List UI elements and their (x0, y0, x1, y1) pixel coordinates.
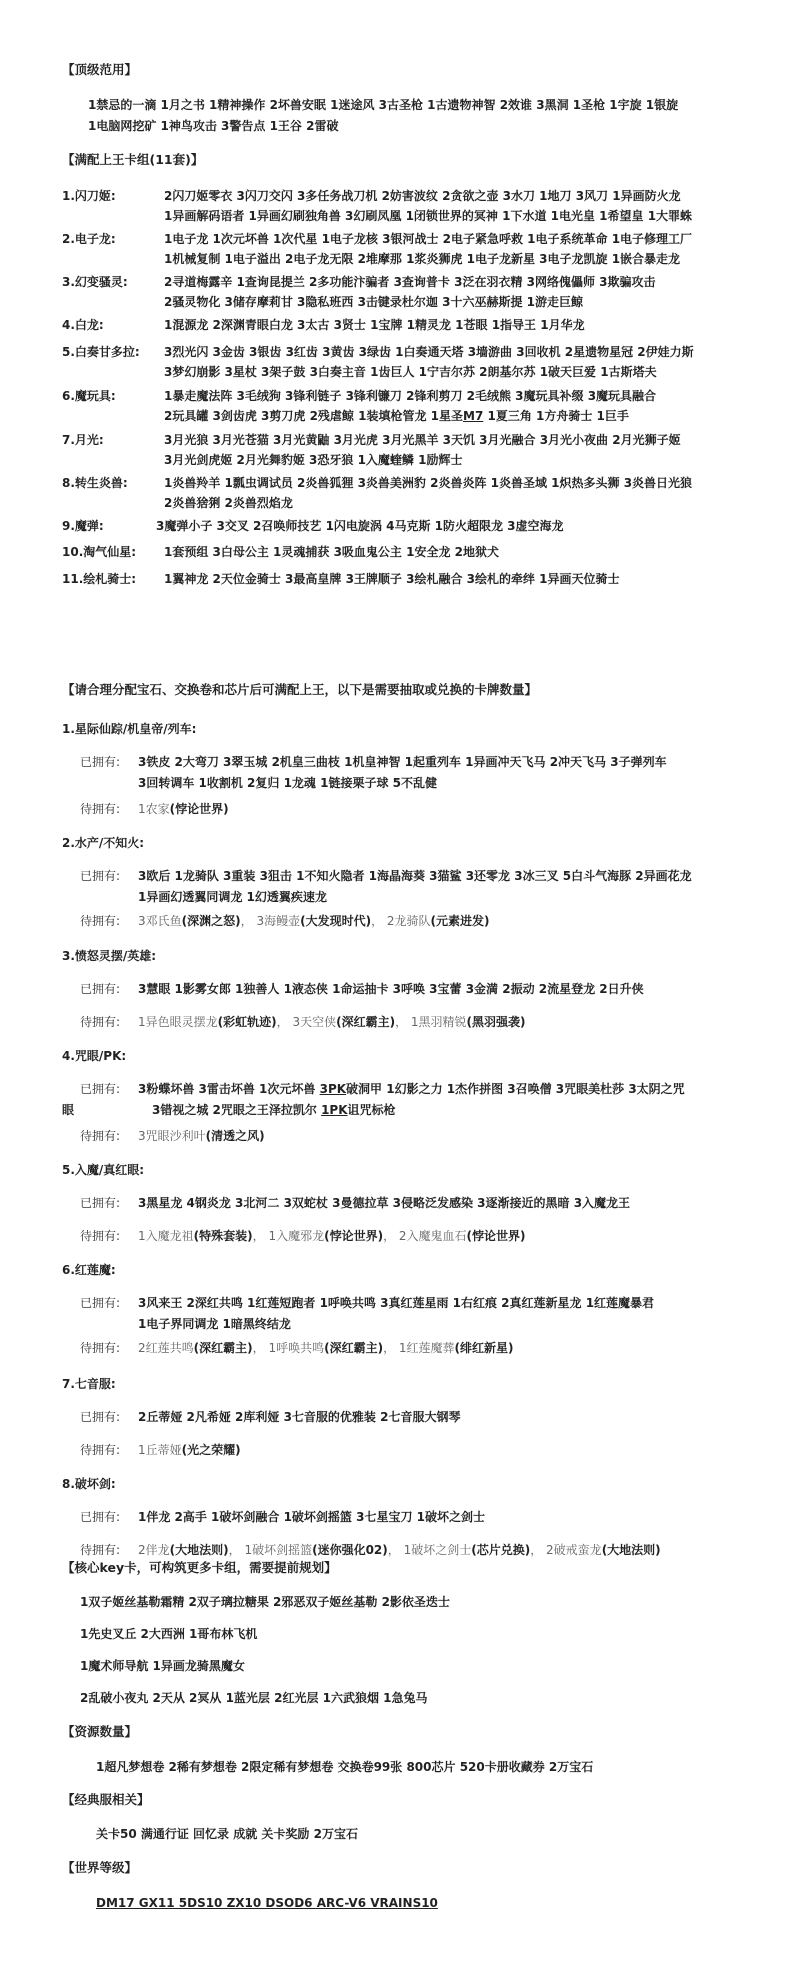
pending-source: (悖论世界) (324, 1229, 384, 1243)
group-title: 5.入魔/真红眼: (62, 1163, 145, 1177)
group-title: 7.七音服: (62, 1377, 116, 1391)
pending-item: 1农家 (138, 802, 170, 816)
key-line-3: 1魔术师导航 1异画龙骑黑魔女 (80, 1659, 245, 1673)
section-title-alloc: 【请合理分配宝石、交换卷和芯片后可满配上王，以下是需要抽取或兑换的卡牌数量】 (62, 682, 538, 697)
have-line-1: 1伴龙 2高手 1破坏剑融合 1破坏剑摇篮 3七星宝刀 1破坏之剑士 (138, 1510, 485, 1524)
res-line: 1超凡梦想卷 2稀有梦想卷 2限定稀有梦想卷 交换卷99张 800芯片 520卡册收藏券 2万宝石 (96, 1760, 594, 1774)
pending-line: 3邓氏鱼(深渊之怒)， 3海鳗壶(大发现时代)， 2龙骑队(元素进发) (138, 914, 490, 928)
pending-label: 待拥有: (80, 1015, 121, 1029)
deck-line-2: 1异画解码语者 1异画幻刷独角兽 3幻刷凤凰 1闭锁世界的冥神 1下水道 1电光皇 1希望皇 1大罪蛛 (164, 209, 693, 223)
deck-label: 9.魔弹: (62, 519, 104, 533)
deck-label: 4.白龙: (62, 318, 104, 332)
deck-line-1: 1混源龙 2深渊青眼白龙 3太古 3贤士 1宝牌 1精灵龙 1苍眼 1指导王 1月华龙 (164, 318, 585, 332)
have-label: 已拥有: (80, 1296, 121, 1310)
deck-line-1: 2寻道梅露辛 1查询昆提兰 2多功能汴骗者 3查询普卡 3泛在羽衣精 3网络傀儡师 3欺骗攻击 (164, 275, 656, 289)
pending-label: 待拥有: (80, 1341, 121, 1355)
pending-item: 1呼唤共鸣 (268, 1341, 325, 1355)
section-title-classic: 【经典服相关】 (62, 1792, 150, 1807)
pending-item: 1入魔邪龙 (268, 1229, 325, 1243)
have-line-1: 3欧后 1龙骑队 3重装 3狙击 1不知火隐者 1海晶海葵 3猫鲨 3还零龙 3冰三叉 5白斗气海豚 2异画花龙 (138, 869, 692, 883)
deck-line-2: 3梦幻崩影 3星杖 3架子鼓 3白奏主音 1齿巨人 1宁吉尔苏 2朗基尔苏 1破天巨爱 1古斯塔夫 (164, 365, 657, 379)
have-label: 已拥有: (80, 755, 121, 769)
have-line-2: 1异画幻透翼同调龙 1幻透翼疾速龙 (138, 890, 327, 904)
have-label: 已拥有: (80, 1082, 121, 1096)
deck-label: 1.闪刀姬: (62, 189, 116, 203)
have-line-1 (138, 1079, 685, 1099)
key-line-2: 1先史叉丘 2大西洲 1哥布林飞机 (80, 1627, 258, 1641)
have-line-2: 1电子界同调龙 1暗黑终结龙 (138, 1317, 291, 1331)
pending-line (138, 1440, 241, 1460)
pending-line: 2伴龙(大地法则)， 1破坏剑摇篮(迷你强化02)， 1破坏之剑士(芯片兑换)， 2破戒蛮龙(大地法则) (138, 1543, 661, 1557)
pending-label: 待拥有: (80, 1229, 121, 1243)
pending-line (138, 1126, 265, 1146)
world-line: DM17 GX11 5DS10 ZX10 DSOD6 ARC-V6 VRAINS10 (96, 1896, 438, 1910)
have-line-2: 3回转调车 1收割机 2复归 1龙魂 1链接栗子球 5不乱健 (138, 776, 437, 790)
deck-line-1: 1翼神龙 2天位金骑士 3最高皇牌 3王牌顺子 3绘札融合 3绘札的牵绊 1异画天位骑士 (164, 572, 620, 586)
deck-line-1: 1炎兽羚羊 1瓢虫调试员 2炎兽狐狸 3炎兽美洲豹 2炎兽炎阵 1炎兽圣域 1炽热多头狮 3炎兽日光狼 (164, 476, 693, 490)
deck-label: 3.幻变骚灵: (62, 275, 128, 289)
section-title-res: 【资源数量】 (62, 1724, 138, 1739)
pending-item: 1红莲魔葬 (398, 1341, 455, 1355)
section-title-key: 【核心key卡，可构筑更多卡组，需要提前规划】 (62, 1560, 337, 1575)
have-label: 已拥有: (80, 869, 121, 883)
have-label: 已拥有: (80, 982, 121, 996)
deck-line-2: 2骚灵物化 3储存摩莉甘 3隐私班西 3击键录杜尔迦 3十六巫赫斯提 1游走巨鲸 (164, 295, 583, 309)
group-title: 1.星际仙踪/机皇帝/列车: (62, 722, 197, 736)
deck-line-2 (164, 406, 629, 426)
have-label: 已拥有: (80, 1196, 121, 1210)
pending-item: 1破坏剑摇篮 (244, 1543, 313, 1557)
pending-item: 3海鳗壶 (256, 914, 301, 928)
pending-label: 待拥有: (80, 1543, 121, 1557)
pending-source: (深红霸主) (193, 1341, 253, 1355)
deck-line-2-part: 2玩具罐 3剑齿虎 3剪刀虎 2残虐鲸 1装填枪管龙 1星圣 (164, 409, 463, 423)
deck-line-1: 1电子龙 1次元坏兽 1次代星 1电子龙核 3银河战士 2电子紧急呼救 1电子系统革命 1电子修理工厂 (164, 232, 693, 246)
pending-item: 2红莲共鸣 (138, 1341, 194, 1355)
pending-line: 1入魔龙祖(特殊套装)， 1入魔邪龙(悖论世界)， 2入魔鬼血石(悖论世界) (138, 1229, 526, 1243)
pending-item: 1丘蒂娅 (138, 1443, 182, 1457)
pending-item: 3邓氏鱼 (138, 914, 182, 928)
deck-label: 11.绘札骑士: (62, 572, 137, 586)
have-part: 诅咒标枪 (347, 1103, 396, 1117)
section-title-world: 【世界等级】 (62, 1860, 138, 1875)
deck-line-1: 3魔弹小子 3交叉 2召唤师技艺 1闪电旋涡 4马克斯 1防火超限龙 3虚空海龙 (156, 519, 564, 533)
pending-item: 1异色眼灵摆龙 (138, 1015, 218, 1029)
key-line-1: 1双子姬丝基勒霜精 2双子璃拉糖果 2邪恶双子姬丝基勒 2影依圣迭士 (80, 1595, 450, 1609)
have-line-1: 2丘蒂娅 2凡希娅 2库利娅 3七音服的优雅装 2七音服大钢琴 (138, 1410, 461, 1424)
deck-label: 10.淘气仙星: (62, 545, 137, 559)
pending-source: (清透之风) (205, 1129, 265, 1143)
pending-source: (黑羽强袭) (466, 1015, 526, 1029)
deck-label: 6.魔玩具: (62, 389, 116, 403)
have-line-1: 3风来王 2深红共鸣 1红莲短跑者 1呼唤共鸣 3真红莲星雨 1右红痕 2真红莲新星龙 1红莲魔暴君 (138, 1296, 655, 1310)
group-title: 8.破坏剑: (62, 1477, 116, 1491)
deck-label: 2.电子龙: (62, 232, 116, 246)
pending-source: (深渊之怒) (181, 914, 241, 928)
pending-line (138, 799, 229, 819)
deck-line-1: 3烈光闪 3金齿 3银齿 3红齿 3黄齿 3绿齿 1白奏通天塔 3墙游曲 3回收机 2星遗物星冠 2伊娃力斯 (164, 345, 694, 359)
section-title-top: 【顶级范用】 (62, 62, 138, 77)
have-line-2-head: 眼 (62, 1103, 75, 1117)
pending-label: 待拥有: (80, 802, 121, 816)
pending-label: 待拥有: (80, 1443, 121, 1457)
have-underlined: 3PK (319, 1082, 347, 1096)
pending-item: 1破坏之剑士 (403, 1543, 472, 1557)
group-title: 2.水产/不知火: (62, 836, 145, 850)
deck-line-1: 1套预组 3白母公主 1灵魂捕获 3吸血鬼公主 1安全龙 2地狱犬 (164, 545, 499, 559)
pending-item: 2破戒蛮龙 (546, 1543, 602, 1557)
deck-label: 8.转生炎兽: (62, 476, 128, 490)
group-title: 3.愤怒灵摆/英雄: (62, 949, 157, 963)
pending-item: 2伴龙 (138, 1543, 170, 1557)
deck-line-2-underlined: M7 (463, 409, 484, 423)
have-line-1: 3铁皮 2大弯刀 3翠玉城 2机皇三曲枝 1机皇神智 1起重列车 1异画冲天飞马 2冲天飞马 3子弹列车 (138, 755, 667, 769)
have-label: 已拥有: (80, 1510, 121, 1524)
have-underlined: 1PK (321, 1103, 348, 1117)
deck-label: 7.月光: (62, 433, 104, 447)
top-line-2: 1电脑网挖矿 1神鸟攻击 3警告点 1王谷 2雷破 (88, 119, 339, 133)
deck-line-2-part: 1夏三角 1方舟骑士 1巨手 (483, 409, 629, 423)
group-title: 4.咒眼/PK: (62, 1049, 127, 1063)
have-part: 3粉蝶坏兽 3雷击坏兽 1次元坏兽 (138, 1082, 320, 1096)
section-title-full: 【满配上王卡组(11套)】 (62, 152, 204, 167)
have-line-1: 3慧眼 1影雾女郎 1独善人 1液态侠 1命运抽卡 3呼唤 3宝蕾 3金満 2振动 2流星登龙 2日升侠 (138, 982, 644, 996)
have-label: 已拥有: (80, 1410, 121, 1424)
pending-source: (彩虹轨迹) (217, 1015, 277, 1029)
deck-line-1: 3月光狼 3月光苍猫 3月光黄鼬 3月光虎 3月光黑羊 3天饥 3月光融合 3月光小夜曲 2月光狮子姬 (164, 433, 681, 447)
deck-line-1: 1暴走魔法阵 3毛绒狗 3锋利链子 3锋利镰刀 2锋利剪刀 2毛绒熊 3魔玩具补缀 3魔玩具融合 (164, 389, 657, 403)
pending-source: (绯红新星) (454, 1341, 514, 1355)
pending-source: (悖论世界) (466, 1229, 526, 1243)
pending-item: 1入魔龙祖 (138, 1229, 194, 1243)
deck-line-2: 1机械复制 1电子溢出 2电子龙无限 2堆摩那 1浆炎狮虎 1电子龙新星 3电子龙凯旋 1嵌合暴走龙 (164, 252, 681, 266)
have-line-2 (152, 1100, 396, 1120)
have-line-1: 3黑星龙 4钢炎龙 3北河二 3双蛇杖 3曼德拉草 3侵略泛发感染 3逐渐接近的黑暗 3入魔龙王 (138, 1196, 631, 1210)
pending-source: (悖论世界) (169, 802, 229, 816)
pending-source: (大发现时代) (300, 914, 372, 928)
pending-line: 1异色眼灵摆龙(彩虹轨迹)， 3天空侠(深红霸主)， 1黑羽精锐(黑羽强袭) (138, 1015, 526, 1029)
classic-line: 关卡50 满通行证 回忆录 成就 关卡奖励 2万宝石 (96, 1827, 358, 1841)
pending-source: (芯片兑换) (471, 1543, 531, 1557)
pending-label: 待拥有: (80, 914, 121, 928)
pending-source: (大地法则) (169, 1543, 229, 1557)
deck-line-2: 3月光剑虎姬 2月光舞豹姬 3恐牙狼 1入魔蝰鳞 1励辉士 (164, 453, 463, 467)
deck-line-2: 2炎兽猞猁 2炎兽烈焰龙 (164, 496, 293, 510)
pending-source: (深红霸主) (324, 1341, 384, 1355)
deck-line-1: 2闪刀姬零衣 3闪刀交闪 3多任务战刀机 2妨害波纹 2贪欲之壶 3水刀 1地刀 3风刀 1异画防火龙 (164, 189, 681, 203)
pending-line: 2红莲共鸣(深红霸主)， 1呼唤共鸣(深红霸主)， 1红莲魔葬(绯红新星) (138, 1341, 514, 1355)
deck-label: 5.白奏甘多拉: (62, 345, 140, 359)
have-part: 3错视之城 2咒眼之王泽拉凯尔 (152, 1103, 322, 1117)
pending-item: 2入魔鬼血石 (398, 1229, 467, 1243)
group-title: 6.红莲魔: (62, 1263, 116, 1277)
pending-source: (深红霸主) (336, 1015, 396, 1029)
top-line-1: 1禁忌的一滴 1月之书 1精神操作 2坏兽安眠 1迷途风 3古圣枪 1古遗物神智 2效谁 3黑洞 1圣枪 1宇旋 1银旋 (88, 98, 679, 112)
pending-source: (迷你强化02) (312, 1543, 388, 1557)
key-line-4: 2乱破小夜丸 2天从 2冥从 1蓝光层 2红光层 1六武狼烟 1急兔马 (80, 1691, 428, 1705)
pending-item: 2龙骑队 (386, 914, 431, 928)
pending-source: (大地法则) (601, 1543, 661, 1557)
pending-label: 待拥有: (80, 1129, 121, 1143)
pending-item: 3咒眼沙利叶 (138, 1129, 206, 1143)
pending-source: (元素进发) (430, 914, 490, 928)
pending-source: (特殊套装) (193, 1229, 253, 1243)
have-part: 破洞甲 1幻影之力 1杰作拼图 3召唤僧 3咒眼美杜莎 3太阴之咒 (346, 1082, 685, 1096)
pending-item: 3天空侠 (292, 1015, 337, 1029)
pending-source: (光之荣耀) (181, 1443, 241, 1457)
pending-item: 1黑羽精锐 (410, 1015, 467, 1029)
